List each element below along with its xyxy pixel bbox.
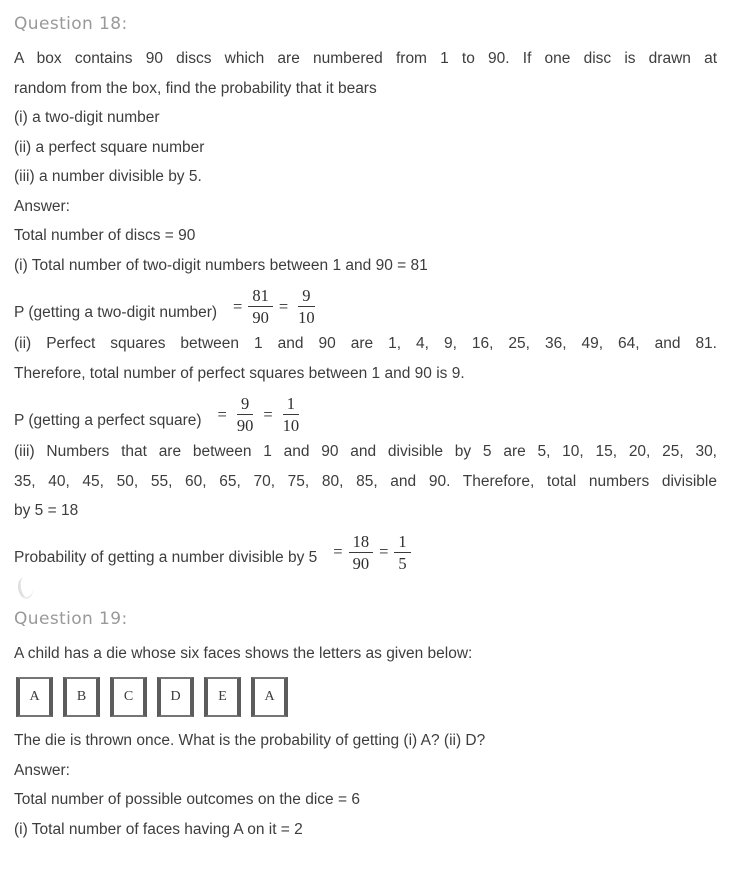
- question19-intro: A child has a die whose six faces shows the letters as given below:: [14, 644, 473, 662]
- fraction: [279, 394, 304, 435]
- die-face: B: [63, 677, 100, 717]
- die-face: E: [204, 677, 241, 717]
- crescent-mark-icon: [16, 575, 35, 599]
- fraction-numerator: 9: [298, 286, 314, 307]
- question18-part3-paragraph: [14, 437, 717, 526]
- paragraph-line: Therefore, total number of perfect squares between 1 and 90 is 9.: [14, 364, 465, 382]
- part2-formula: [212, 394, 304, 435]
- fraction-denominator: 5: [398, 553, 407, 573]
- paragraph-line: A box contains 90 discs which are numbered from 1 to 90. If one disc is drawn at: [14, 50, 717, 67]
- fraction: [294, 286, 319, 327]
- equals-sign: =: [333, 542, 343, 561]
- part3-probability-row: [14, 532, 717, 573]
- question18-intro: [14, 44, 717, 103]
- fraction-numerator: 9: [237, 394, 253, 415]
- paragraph-line: by 5 = 18: [14, 502, 79, 519]
- paragraph-line: (iii) Numbers that are between 1 and 90 and divisible by 5 are 5, 10, 15, 20, 25, 30,: [14, 443, 717, 460]
- equals-sign: =: [263, 404, 273, 424]
- paragraph-line: (ii) Perfect squares between 1 and 90 are 1, 4, 9, 16, 25, 36, 49, 64, and 81.: [14, 335, 717, 352]
- fraction-denominator: 10: [298, 308, 315, 327]
- question18-item-ii: (ii) a perfect square number: [14, 138, 205, 156]
- equals-sign: =: [379, 542, 389, 561]
- die-face: A: [16, 677, 53, 717]
- answer-label: Answer:: [14, 761, 70, 779]
- part2-prefix: P (getting a perfect square): [14, 411, 202, 429]
- question19-question-line: The die is thrown once. What is the probability of getting (i) A? (ii) D?: [14, 732, 486, 749]
- die-face: C: [110, 677, 147, 717]
- part1-count-line: (i) Total number of two-digit numbers between 1 and 90 = 81: [14, 256, 428, 274]
- part3-prefix: Probability of getting a number divisible by 5: [14, 549, 318, 566]
- die-face: D: [157, 677, 194, 717]
- equals-sign: =: [233, 296, 243, 316]
- outcomes-line: Total number of possible outcomes on the dice = 6: [14, 791, 360, 808]
- fraction: [349, 532, 374, 573]
- question18-item-i: (i) a two-digit number: [14, 109, 160, 126]
- question18-heading: Question 18:: [14, 14, 128, 34]
- crescent-artifact: [18, 577, 717, 603]
- fraction-denominator: 10: [282, 416, 300, 435]
- fraction-numerator: 81: [248, 286, 273, 307]
- part2-probability-row: [14, 394, 717, 435]
- part1-probability-row: [14, 286, 717, 327]
- fraction-denominator: 90: [352, 553, 370, 573]
- question18-part2-paragraph: [14, 329, 717, 388]
- fraction-numerator: 18: [349, 532, 374, 553]
- die-faces-row: [16, 677, 717, 717]
- equals-sign: =: [278, 296, 289, 316]
- fraction: [394, 532, 410, 573]
- fraction: [233, 394, 258, 435]
- paragraph-line: random from the box, find the probability that it bears: [14, 79, 377, 97]
- part3-formula: [327, 532, 410, 573]
- paragraph-line: 35, 40, 45, 50, 55, 60, 65, 70, 75, 80, 85, and 90. Therefore, total numbers divisible: [14, 472, 717, 490]
- fraction-denominator: 90: [236, 416, 254, 435]
- fraction: [248, 286, 273, 327]
- die-face: A: [251, 677, 288, 717]
- fraction-denominator: 90: [252, 308, 269, 327]
- answer-label: Answer:: [14, 197, 70, 215]
- part1-formula: [227, 286, 319, 327]
- question18-item-iii: (iii) a number divisible by 5.: [14, 168, 202, 185]
- question19-heading: Question 19:: [14, 608, 128, 629]
- fraction-numerator: 1: [394, 532, 410, 553]
- faces-a-line: (i) Total number of faces having A on it = 2: [14, 820, 303, 838]
- fraction-numerator: 1: [283, 394, 299, 415]
- equals-sign: =: [217, 404, 227, 424]
- total-discs-line: Total number of discs = 90: [14, 227, 196, 244]
- part1-prefix: P (getting a two-digit number): [14, 303, 218, 321]
